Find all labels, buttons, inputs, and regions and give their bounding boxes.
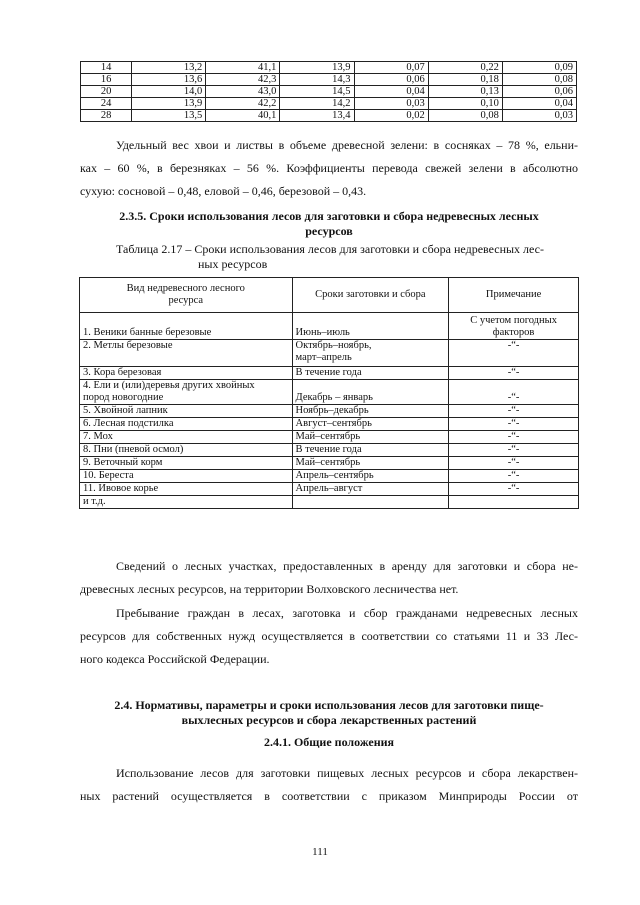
table-cell: 40,1 bbox=[206, 110, 280, 122]
table-cell: 13,9 bbox=[132, 98, 206, 110]
paragraph-needle-share: Удельный вес хвои и листвы в объеме древесной зелени: в сосняках – 78 %, ельни- ках – 60 %, в березняках – 56 %. Коэффициенты перевода свежей зелени в абсолютно сухую: сосновой – 0,48, еловой – 0,46, березовой – 0,43. bbox=[80, 138, 578, 198]
table-row: и т.д. bbox=[80, 496, 579, 509]
table-row: 10. Береста Апрель–сентябрь -“- bbox=[80, 470, 579, 483]
table-cell: 14,0 bbox=[132, 86, 206, 98]
table-row: 1. Веники банные березовые Июнь–июль С учетом погодных факторов bbox=[80, 313, 579, 340]
table-row: 8. Пни (пневой осмол) В течение года -“- bbox=[80, 444, 579, 457]
table-cell: 41,1 bbox=[206, 62, 280, 74]
table-cell: 0,09 bbox=[502, 62, 576, 74]
paragraph-food-resources: Использование лесов для заготовки пищевых лесных ресурсов и сбора лекарствен- ных растений осуществляется в соответствии с приказом Минприроды России от bbox=[80, 766, 578, 803]
table-cell: 13,6 bbox=[132, 74, 206, 86]
table-2-17 bbox=[79, 277, 579, 509]
header-resource-type: Вид недревесного лесного ресурса bbox=[80, 278, 293, 313]
table-row bbox=[81, 62, 577, 74]
table-cell: 13,9 bbox=[280, 62, 354, 74]
table-cell: 0,10 bbox=[428, 98, 502, 110]
table-cell: 13,4 bbox=[280, 110, 354, 122]
table-cell: 0,02 bbox=[354, 110, 428, 122]
table-row: 5. Хвойной лапник Ноябрь–декабрь -“- bbox=[80, 405, 579, 418]
table-cell: 43,0 bbox=[206, 86, 280, 98]
table-cell: 0,03 bbox=[502, 110, 576, 122]
paragraph-lease-info: Сведений о лесных участках, предоставленных в аренду для заготовки и сбора не- древесных лесных ресурсов, на территории Волховского лесничества нет. bbox=[80, 559, 578, 596]
table-cell: 0,03 bbox=[354, 98, 428, 110]
header-terms: Сроки заготовки и сбора bbox=[292, 278, 449, 313]
table-cell: 14,5 bbox=[280, 86, 354, 98]
table-cell: 0,08 bbox=[502, 74, 576, 86]
table-caption: Таблица 2.17 – Сроки использования лесов для заготовки и сбора недревесных лес- ных ресурсов bbox=[116, 242, 544, 271]
table-row: 9. Веточный корм Май–сентябрь -“- bbox=[80, 457, 579, 470]
table-cell: 0,04 bbox=[354, 86, 428, 98]
table-row bbox=[81, 86, 577, 98]
table-cell: 14,2 bbox=[280, 98, 354, 110]
table-row: 6. Лесная подстилка Август–сентябрь -“- bbox=[80, 418, 579, 431]
table-cell: 13,5 bbox=[132, 110, 206, 122]
table-row: 11. Ивовое корье Апрель–август -“- bbox=[80, 483, 579, 496]
table-cell: 14 bbox=[81, 62, 132, 74]
table-cell: 28 bbox=[81, 110, 132, 122]
table-row bbox=[81, 110, 577, 122]
table-row: 4. Ели и (или)деревья других хвойных пород новогодние Декабрь – январь -“- bbox=[80, 380, 579, 405]
table-cell: 16 bbox=[81, 74, 132, 86]
section-heading-2-4-1: 2.4.1. Общие положения bbox=[263, 735, 395, 749]
table-cell: 0,13 bbox=[428, 86, 502, 98]
table-cell: 0,22 bbox=[428, 62, 502, 74]
table-cell: 14,3 bbox=[280, 74, 354, 86]
section-heading-2-4: 2.4. Нормативы, параметры и сроки использования лесов для заготовки пище- выхлесных ресурсов и сбора лекарственных растений bbox=[114, 698, 544, 727]
section-heading-2-3-5: 2.3.5. Сроки использования лесов для заготовки и сбора недревесных лесных ресурсов bbox=[119, 209, 539, 238]
table-cell: 0,06 bbox=[502, 86, 576, 98]
table-row: 7. Мох Май–сентябрь -“- bbox=[80, 431, 579, 444]
table-header-row bbox=[80, 278, 579, 313]
table-row: 2. Метлы березовые Октябрь–ноябрь, март–апрель -“- bbox=[80, 340, 579, 367]
table-cell: 0,18 bbox=[428, 74, 502, 86]
table-cell: 13,2 bbox=[132, 62, 206, 74]
table-cell: 0,07 bbox=[354, 62, 428, 74]
table-row: 3. Кора березовая В течение года -“- bbox=[80, 367, 579, 380]
table-cell: 42,3 bbox=[206, 74, 280, 86]
table-cell: 24 bbox=[81, 98, 132, 110]
table-cell: 0,08 bbox=[428, 110, 502, 122]
table-cell: 0,06 bbox=[354, 74, 428, 86]
paragraph-citizens: Пребывание граждан в лесах, заготовка и сбор гражданами недревесных лесных ресурсов для собственных нужд осуществляется в соответствии со статьями 11 и 33 Лес- ного кодекса Российской Федерации. bbox=[80, 606, 578, 666]
table-row bbox=[81, 98, 577, 110]
top-data-table bbox=[80, 61, 577, 122]
page-number: 111 bbox=[312, 846, 328, 858]
table-cell: 42,2 bbox=[206, 98, 280, 110]
header-note: Примечание bbox=[449, 278, 579, 313]
table-cell: 20 bbox=[81, 86, 132, 98]
table-cell: 0,04 bbox=[502, 98, 576, 110]
table-row bbox=[81, 74, 577, 86]
